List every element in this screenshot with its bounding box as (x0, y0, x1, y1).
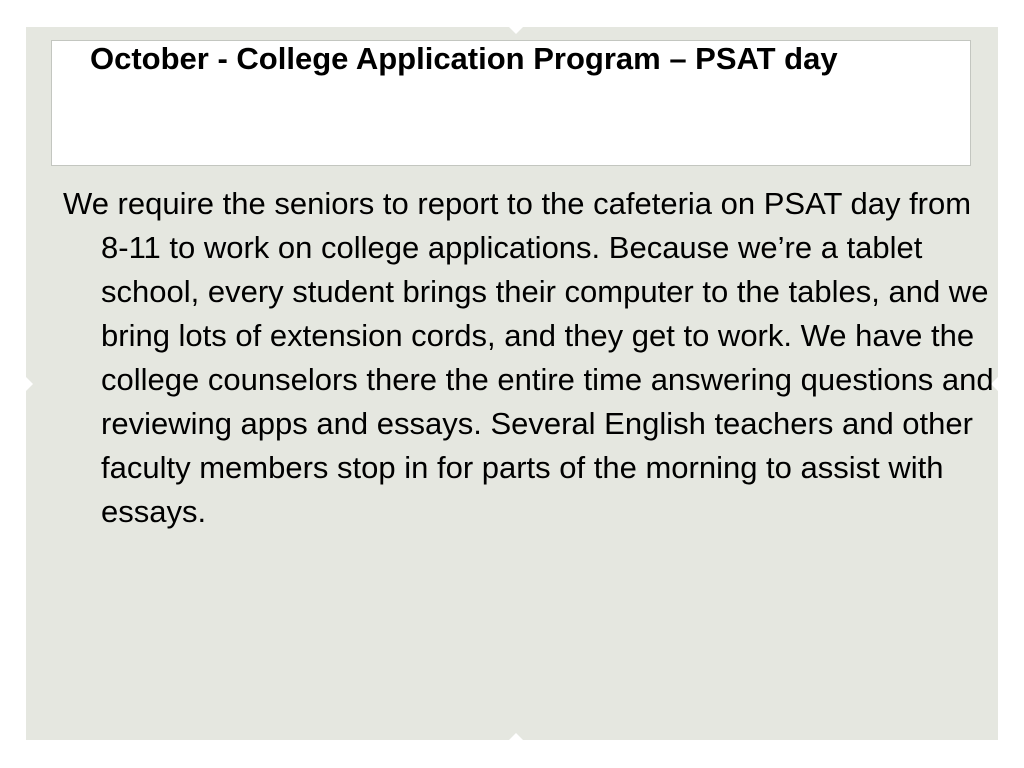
slide-body-text: We require the seniors to report to the cafeteria on PSAT day from 8-11 to work on college applications. Because we’re a tablet school, every student brings their computer to the tables, and we bring lots of extension cords, and they get to work. We have the college counselors there the entire time answering questions and reviewing apps and essays. Several English teachers and other faculty members stop in for parts of the morning to assist with essays. (63, 186, 994, 529)
title-box (51, 40, 971, 166)
panel-notch-left (26, 377, 33, 391)
panel-notch-bottom (509, 733, 523, 740)
panel-notch-top (509, 27, 523, 34)
slide-title: October - College Application Program – PSAT day (90, 41, 838, 76)
